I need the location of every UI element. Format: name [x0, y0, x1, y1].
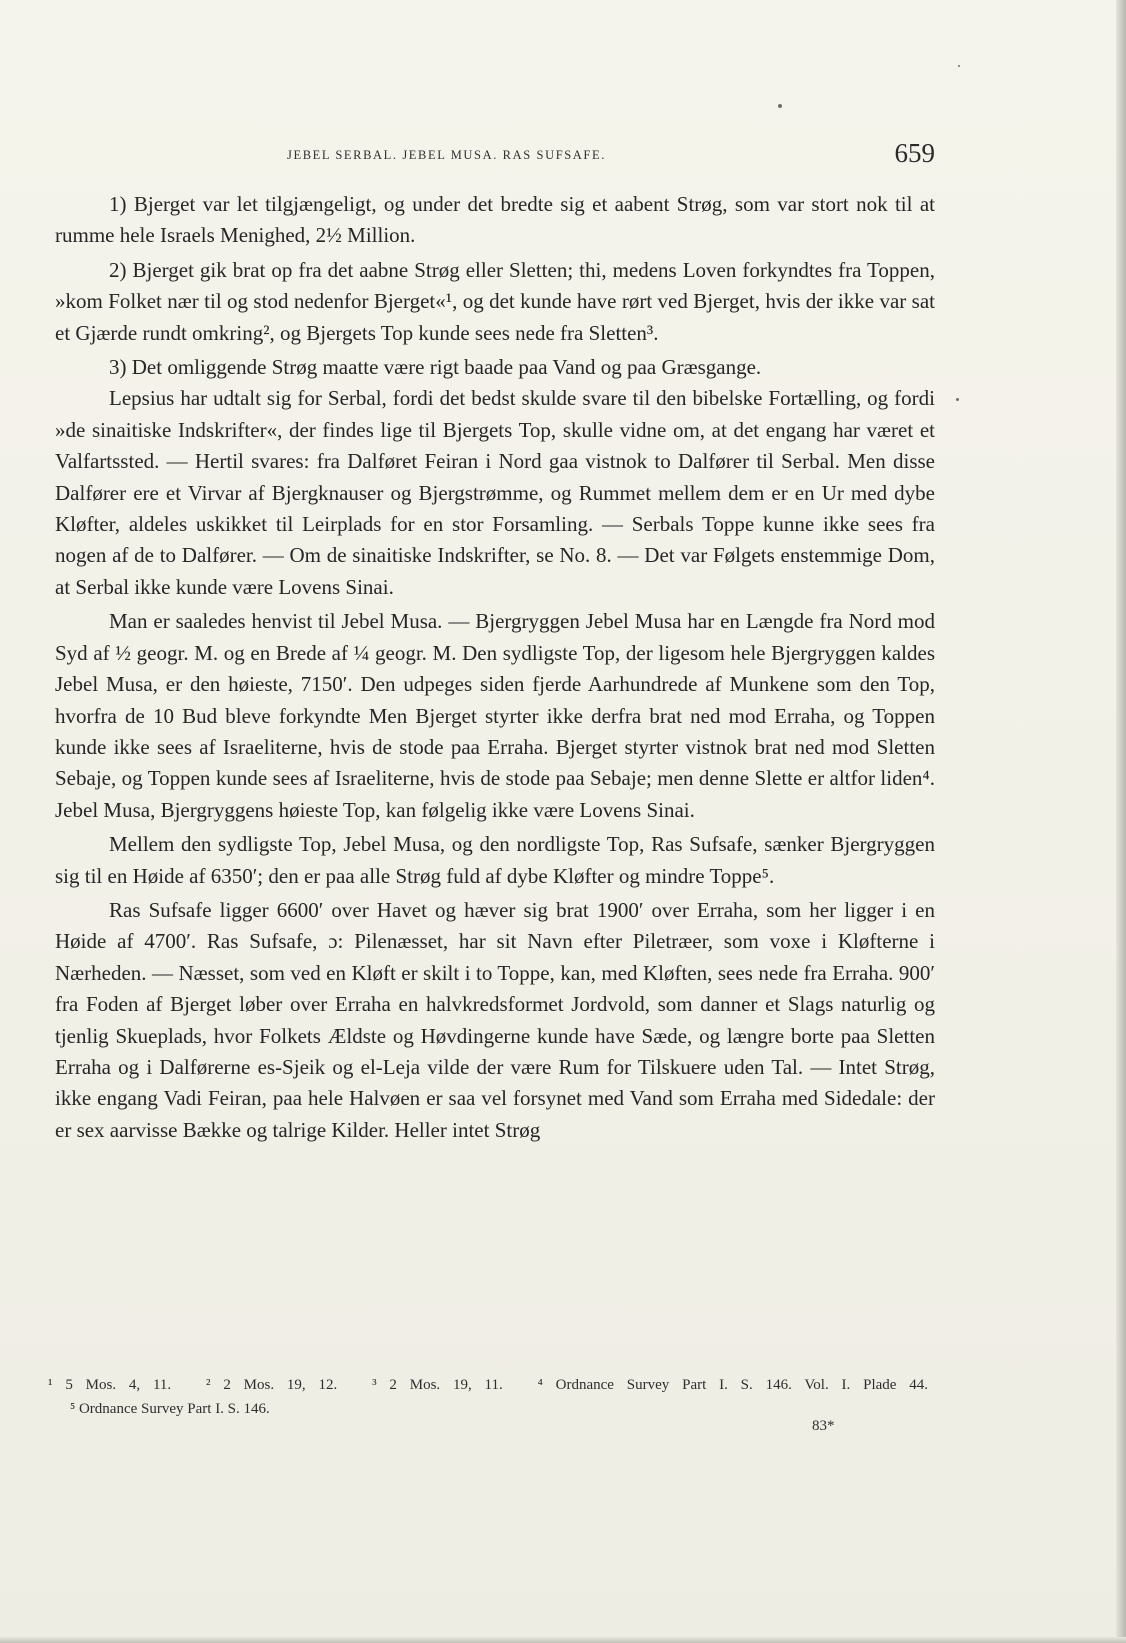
footnote-5: ⁵ Ordnance Survey Part I. S. 146.	[70, 1401, 270, 1417]
footnote-2: ² 2 Mos. 19, 12.	[206, 1377, 338, 1393]
footnote-4: ⁴ Ordnance Survey Part I. S. 146. Vol. I. Plade 44.	[537, 1377, 929, 1393]
page-number: 659	[894, 138, 935, 168]
paragraph-ras-sufsafe: Ras Sufsafe ligger 6600′ over Havet og hæver sig brat 1900′ over Erraha, som her ligger i en Høide af 4700′. Ras Sufsafe, ɔ: Pilenæsset, har sit Navn efter Piletræer, som voxe i Kløfterne i Nærheden. — Næsset, som ved en Kløft er skilt i to Toppe, kan, med Kløften, sees nede fra Erraha. 900′ fra Foden af Bjerget løber over Erraha en halvkredsformet Jordvold, som danner et Slags naturlig og tjenlig Skueplads, hvor Folkets Ældste og Høvdingerne kunde have Sæde, og længre borte paa Sletten Erraha og i Dalførerne es-Sjeik og el-Leja vilde der være Rum for Tilskuere uden Tal. — Intet Strøg, ikke engang Vadi Feiran, paa hele Halvøen er saa vel forsynet med Vand som Erraha med Sidedale: der er sex aarvisse Bække og talrige Kilder. Heller intet Strøg	[55, 897, 935, 1142]
paper-speck	[958, 65, 960, 67]
signature-mark: 83*	[812, 1418, 835, 1434]
paragraph-ridge: Mellem den sydligste Top, Jebel Musa, og den nordligste Top, Ras Sufsafe, sænker Bjergryggen sig til en Høide af 6350′; den er paa alle Strøg fuld af dybe Kløfter og mindre Toppe⁵.	[55, 832, 935, 888]
page-edge-right	[1116, 0, 1126, 1643]
paper-speck	[956, 398, 959, 401]
paragraph-lepsius: Lepsius har udtalt sig for Serbal, fordi det bedst skulde svare til den bibelske Fortælling, og fordi »de sinaitiske Indskrifter«, der findes lige til Bjergets Top, skulle vidne om, at det engang har været et Valfartssted. — Hertil svares: fra Dalføret Feiran i Nord gaa vistnok to Dalfører til Serbal. Men disse Dalfører ere et Virvar af Bjergknauser og Bjergstrømme, og Rummet mellem dem er en Ur med dybe Kløfter, aldeles uskikket til Leirplads for en stor Forsamling. — Serbals Toppe kunne ikke sees fra nogen af de to Dalfører. — Om de sinaitiske Indskrifter, se No. 8. — Det var Følgets enstemmige Dom, at Serbal ikke kunde være Lovens Sinai.	[55, 386, 935, 599]
paragraph-point-2: 2) Bjerget gik brat op fra det aabne Strøg eller Sletten; thi, medens Loven forkyndtes fra Toppen, »kom Folket nær til og stod nedenfor Bjerget«¹, og det kunde have rørt ved Bjerget, hvis der ikke var sat et Gjærde rundt omkring², og Bjergets Top kunde sees nede fra Sletten³.	[55, 257, 935, 345]
paragraph-jebel-musa: Man er saaledes henvist til Jebel Musa. — Bjergryggen Jebel Musa har en Længde fra Nord mod Syd af ½ geogr. M. og en Brede af ¼ geogr. M. Den sydligste Top, der ligesom hele Bjergryggen kaldes Jebel Musa, er den høieste, 7150′. Den udpeges siden fjerde Aarhundrede af Munkene som den Top, hvorfra de 10 Bud bleve forkyndte Men Bjerget styrter ikke derfra brat ned mod Erraha, og Toppen kunde ikke sees af Israeliterne, hvis de stode paa Erraha. Bjerget styrter vistnok brat ned mod Sletten Sebaje, og Toppen kunde sees af Israeliterne, hvis de stode paa Sebaje; men denne Slette er altfor liden⁴. Jebel Musa, Bjergryggens høieste Top, kan følgelig ikke være Lovens Sinai.	[55, 609, 935, 822]
page-edge-bottom	[0, 1637, 1126, 1643]
footnote-1: ¹ 5 Mos. 4, 11.	[48, 1377, 172, 1393]
paragraph-point-3: 3) Det omliggende Strøg maatte være rigt baade paa Vand og paa Græsgange.	[109, 355, 762, 380]
running-head	[55, 138, 935, 178]
paragraph-point-1: 1) Bjerget var let tilgjængeligt, og under det bredte sig et aabent Strøg, som var stort nok til at rumme hele Israels Menighed, 2½ Million.	[55, 192, 935, 248]
paper-speck	[778, 104, 782, 108]
body-text	[55, 189, 935, 1146]
footnotes	[48, 1373, 928, 1421]
footnote-3: ³ 2 Mos. 19, 11.	[372, 1377, 503, 1393]
running-head-title: JEBEL SERBAL. JEBEL MUSA. RAS SUFSAFE.	[287, 148, 606, 162]
